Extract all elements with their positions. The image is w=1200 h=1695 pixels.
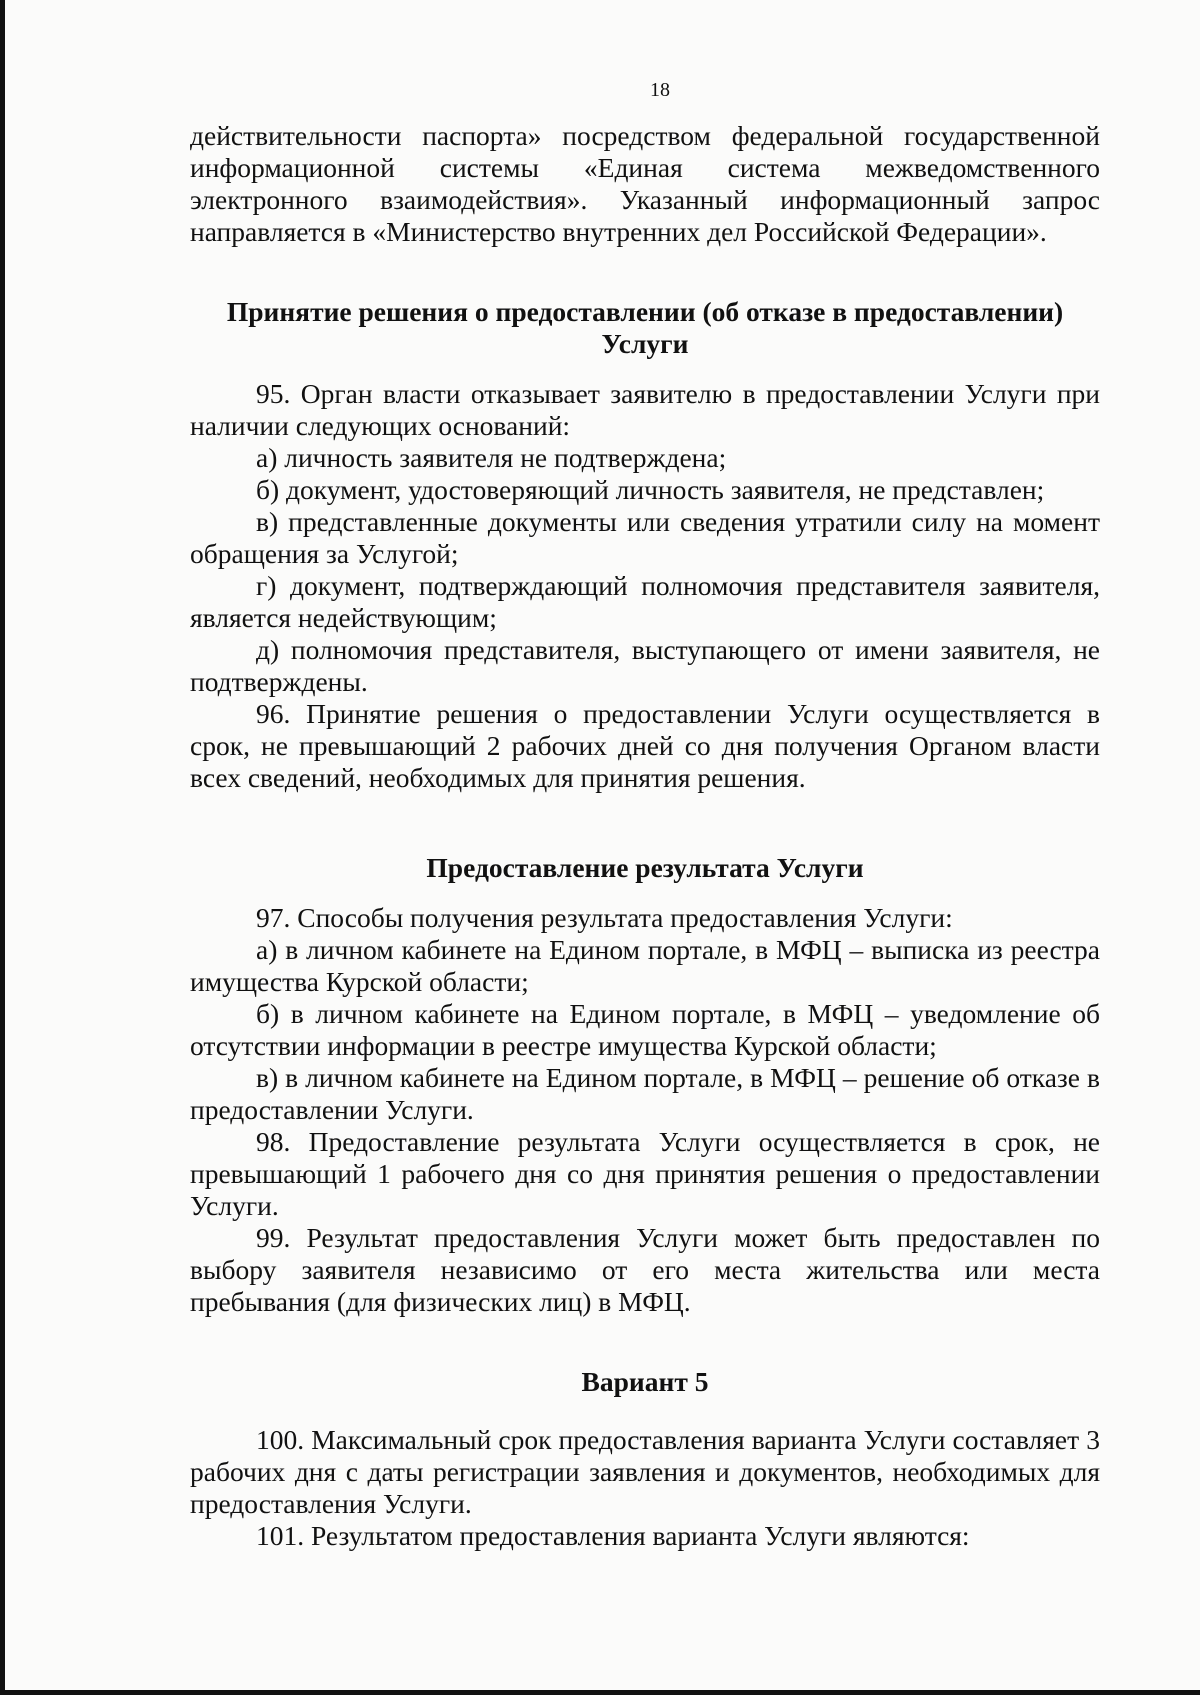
section-heading-decision: Принятие решения о предоставлении (об отказе в предоставлении) Услуги	[226, 296, 1064, 359]
paragraph-97: 97. Способы получения результата предоставления Услуги:	[256, 902, 953, 933]
page-content	[190, 78, 1100, 1552]
paragraph-101: 101. Результатом предоставления варианта Услуги являются:	[256, 1520, 970, 1551]
paragraph-95-g: г) документ, подтверждающий полномочия представителя заявителя, является недействующим;	[190, 570, 1100, 633]
paragraph-98: 98. Предоставление результата Услуги осуществляется в срок, не превышающий 1 рабочего дня со дня принятия решения о предоставлении Услуги.	[190, 1126, 1100, 1221]
paragraph-intro: действительности паспорта» посредством федеральной государственной информационной системы «Единая система межведомственного электронного взаимодействия». Указанный информационный запрос направляется в «Министерство внутренних дел Российской Федерации».	[190, 120, 1100, 247]
paragraph-100: 100. Максимальный срок предоставления варианта Услуги составляет 3 рабочих дня с даты регистрации заявления и документов, необходимых для предоставления Услуги.	[190, 1424, 1100, 1519]
paragraph-97-a: а) в личном кабинете на Едином портале, в МФЦ – выписка из реестра имущества Курской области;	[190, 934, 1100, 997]
paragraph-95-a: а) личность заявителя не подтверждена;	[256, 442, 727, 473]
paragraph-95-b: б) документ, удостоверяющий личность заявителя, не представлен;	[256, 474, 1045, 505]
section-heading-result: Предоставление результата Услуги	[426, 852, 864, 883]
paragraph-97-v: в) в личном кабинете на Едином портале, в МФЦ – решение об отказе в предоставлении Услуги.	[190, 1062, 1100, 1125]
paragraph-97-b: б) в личном кабинете на Едином портале, в МФЦ – уведомление об отсутствии информации в реестре имущества Курской области;	[190, 998, 1100, 1061]
section-heading-variant-5: Вариант 5	[581, 1366, 709, 1397]
page-number: 18	[650, 79, 670, 101]
paragraph-96: 96. Принятие решения о предоставлении Услуги осуществляется в срок, не превышающий 2 рабочих дней со дня получения Органом власти всех сведений, необходимых для принятия решения.	[190, 698, 1100, 793]
paragraph-95-v: в) представленные документы или сведения утратили силу на момент обращения за Услугой;	[190, 506, 1100, 569]
paragraph-95: 95. Орган власти отказывает заявителю в предоставлении Услуги при наличии следующих оснований:	[190, 378, 1100, 441]
paragraph-95-d: д) полномочия представителя, выступающего от имени заявителя, не подтверждены.	[190, 634, 1100, 697]
paragraph-99: 99. Результат предоставления Услуги может быть предоставлен по выбору заявителя независимо от его места жительства или места пребывания (для физических лиц) в МФЦ.	[190, 1222, 1100, 1317]
